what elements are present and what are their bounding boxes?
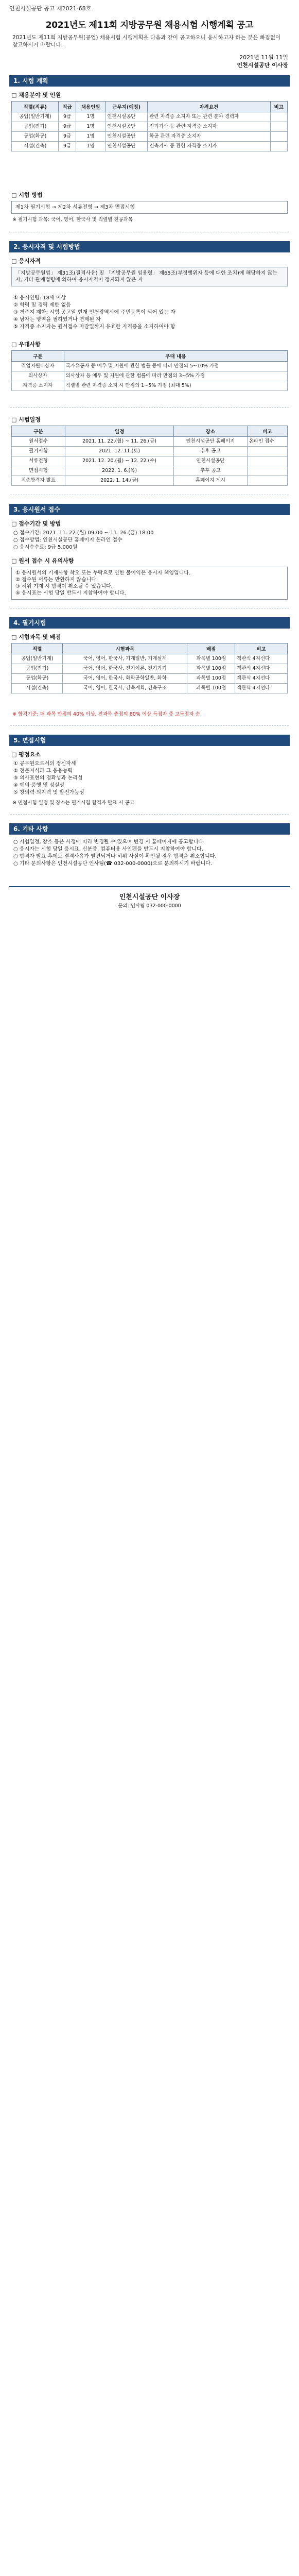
recruit-row [12, 132, 288, 142]
qualification-item: ② 학력 및 경력 제한 없음 [13, 302, 71, 308]
pass-criteria-note: ※ 합격기준: 매 과목 만점의 40% 이상, 전과목 총점의 60% 이상 득점자 중 고득점자 순 [12, 711, 200, 717]
section-3-sub1: □ 접수기간 및 방법 [11, 520, 61, 527]
page-title: 2021년도 제11회 지방공무원 채용시험 시행계획 공고 [45, 20, 254, 30]
recruit-cell: 1명 [76, 112, 105, 122]
apply-note-item: ④ 응시표는 시험 당일 반드시 지참하여야 합니다. [15, 590, 126, 596]
recruit-cell: 공업(일반기계) [12, 112, 59, 122]
recruit-cell: 인천시설공단 [105, 112, 148, 122]
preference-table [11, 350, 288, 391]
recruit-cell [270, 132, 287, 142]
recruit-cell: 1명 [76, 122, 105, 132]
interview-item: ③ 의사표현의 정확성과 논리성 [13, 775, 83, 781]
exam-cell: 과목별 100점 [187, 664, 235, 674]
apply-info [13, 530, 286, 551]
recruit-cell: 1명 [76, 142, 105, 151]
notice-org: 인천시설공단 이사장 [237, 62, 288, 69]
schedule-cell: 2022. 1. 6.(목) [65, 466, 173, 476]
exam-cell: 공업(전기) [12, 664, 63, 674]
preference-cell: 자격증 소지자 [12, 381, 64, 391]
schedule-cell [247, 476, 287, 486]
recruit-cell: 공업(전기) [12, 122, 59, 132]
preference-cell: 의사상자 등 예우 및 지원에 관한 법률에 따라 만점의 3~5% 가점 [64, 371, 287, 381]
preference-row [12, 371, 288, 381]
exam-row [12, 664, 288, 674]
schedule-cell: 인천시설공단 홈페이지 [174, 437, 248, 447]
schedule-header: 비고 [247, 426, 287, 437]
recruit-cell: 9급 [59, 122, 76, 132]
footer-contact: 문의: 인사팀 032-000-0000 [118, 903, 181, 909]
qualification-item: ③ 거주지 제한: 시험 공고일 현재 인천광역시에 주민등록이 되어 있는 자 [13, 310, 175, 315]
recruit-row [12, 122, 288, 132]
notice-number: 인천시설공단 공고 제2021-68호 [9, 5, 92, 12]
apply-notes [11, 567, 288, 600]
schedule-cell: 면접시험 [12, 466, 65, 476]
exam-cell: 객관식 4지선다 [235, 674, 288, 684]
exam-cell: 객관식 4지선다 [235, 654, 288, 664]
section-1-sub2: □ 시험 방법 [11, 192, 43, 198]
schedule-header: 일정 [65, 426, 173, 437]
recruit-cell: 인천시설공단 [105, 142, 148, 151]
section-2-title: 2. 응시자격 및 시험방법 [9, 241, 290, 252]
exam-cell: 국어, 영어, 한국사, 기계일반, 기계설계 [63, 654, 187, 664]
recruit-header: 비고 [270, 101, 287, 112]
qualification-box: 「지방공무원법」 제31조(결격사유) 및 「지방공무원 임용령」 제65조(부정행위자 등에 대한 조치)에 해당하지 않는 자, 기타 관계법령에 의하여 응시자격이 정지되지 않은 자 [11, 267, 288, 286]
recruit-cell [270, 112, 287, 122]
method-box: 제1차 필기시험 → 제2차 서류전형 → 제3차 면접시험 [11, 201, 288, 214]
intro-text: 2021년도 제11회 지방공무원(공업) 채용시험 시행계획을 다음과 같이 공고하오니 응시하고자 하는 분은 빠짐없이 참고하시기 바랍니다. [12, 35, 281, 48]
recruit-header: 직급 [59, 101, 76, 112]
section-1-note: ※ 필기시험 과목: 국어, 영어, 한국사 및 직렬별 전공과목 [12, 217, 133, 223]
recruit-table [11, 101, 288, 151]
qualification-item: ④ 남자는 병역을 필하였거나 면제된 자 [13, 317, 101, 323]
recruit-header: 근무지(예정) [105, 101, 148, 112]
schedule-cell: 추후 공고 [174, 447, 248, 456]
other-note-item: ○ 합격자 발표 후에도 결격사유가 발견되거나 허위 사실이 확인될 경우 합격을 취소합니다. [13, 854, 217, 859]
recruit-cell: 1명 [76, 132, 105, 142]
exam-cell: 과목별 100점 [187, 654, 235, 664]
notice-date: 2021년 11월 11일 [239, 54, 288, 61]
exam-row [12, 674, 288, 684]
schedule-cell: 원서접수 [12, 437, 65, 447]
schedule-cell [247, 456, 287, 466]
section-5-title: 5. 면접시험 [9, 735, 290, 746]
preference-cell: 취업지원대상자 [12, 362, 64, 371]
recruit-cell: 9급 [59, 112, 76, 122]
recruit-table-wrap [11, 101, 288, 151]
footer-org: 인천시설공단 이사장 [119, 893, 180, 901]
interview-note: ※ 면접시험 일정 및 장소는 필기시험 합격자 발표 시 공고 [12, 800, 135, 806]
section-3-sub2: □ 원서 접수 시 유의사항 [11, 557, 74, 564]
qualification-item: ⑤ 자격증 소지자는 원서접수 마감일까지 유효한 자격증을 소지하여야 함 [13, 324, 175, 330]
recruit-cell: 공업(화공) [12, 132, 59, 142]
section-4-title: 4. 필기시험 [9, 617, 290, 629]
interview-item: ④ 예의·품행 및 성실성 [13, 783, 64, 788]
schedule-cell: 최종합격자 발표 [12, 476, 65, 486]
apply-note-item: ③ 허위 기재 시 합격이 취소될 수 있습니다. [15, 584, 113, 589]
schedule-row [12, 466, 288, 476]
recruit-row [12, 142, 288, 151]
schedule-cell: 인천시설공단 [174, 456, 248, 466]
preference-cell: 국가유공자 등 예우 및 지원에 관한 법률 등에 따라 만점의 5~10% 가점 [64, 362, 287, 371]
recruit-cell [270, 142, 287, 151]
apply-period: ○ 접수기간: 2021. 11. 22.(월) 09:00 ~ 11. 26.(금) 18:00 [13, 530, 154, 536]
section-5-sub1: □ 평정요소 [11, 751, 41, 758]
exam-header: 비고 [235, 643, 288, 654]
preference-table-wrap [11, 350, 288, 391]
exam-cell: 공업(화공) [12, 674, 63, 684]
recruit-cell: 인천시설공단 [105, 132, 148, 142]
exam-cell: 객관식 4지선다 [235, 664, 288, 674]
apply-method: ○ 접수방법: 인천시설공단 홈페이지 온라인 접수 [13, 537, 122, 543]
schedule-cell: 추후 공고 [174, 466, 248, 476]
exam-row [12, 684, 288, 693]
exam-cell: 객관식 4지선다 [235, 684, 288, 693]
schedule-header: 장소 [174, 426, 248, 437]
recruit-cell: 9급 [59, 132, 76, 142]
schedule-cell: 필기시험 [12, 447, 65, 456]
exam-cell: 과목별 100점 [187, 684, 235, 693]
section-4-sub1: □ 시험과목 및 배점 [11, 634, 61, 640]
preference-row [12, 381, 288, 391]
exam-cell: 시설(건축) [12, 684, 63, 693]
recruit-cell: 관련 자격증 소지자 또는 관련 분야 경력자 [148, 112, 270, 122]
exam-cell: 국어, 영어, 한국사, 전기이론, 전기기기 [63, 664, 187, 674]
section-1-sub1: □ 채용분야 및 인원 [11, 92, 61, 98]
apply-note-item: ② 접수된 서류는 반환하지 않습니다. [15, 577, 98, 583]
schedule-cell: 2022. 1. 14.(금) [65, 476, 173, 486]
schedule-header: 구분 [12, 426, 65, 437]
schedule-cell [247, 466, 287, 476]
exam-header: 직렬 [12, 643, 63, 654]
recruit-cell: 화공 관련 자격증 소지자 [148, 132, 270, 142]
preference-cell: 의사상자 [12, 371, 64, 381]
schedule-cell: 온라인 접수 [247, 437, 287, 447]
recruit-cell: 시설(건축) [12, 142, 59, 151]
interview-item: ⑤ 창의력·의지력 및 발전가능성 [13, 790, 84, 795]
recruit-row [12, 112, 288, 122]
exam-cell: 국어, 영어, 한국사, 건축계획, 건축구조 [63, 684, 187, 693]
preference-header: 우대 내용 [64, 351, 287, 362]
date-block [170, 54, 288, 69]
schedule-row [12, 447, 288, 456]
exam-table-wrap [11, 643, 288, 693]
interview-item: ② 전문지식과 그 응용능력 [13, 768, 73, 774]
preference-row [12, 362, 288, 371]
section-2-sub2: □ 우대사항 [11, 341, 41, 348]
exam-table [11, 643, 288, 693]
other-notes [13, 839, 286, 868]
other-note-item: ○ 시험일정, 장소 등은 사정에 따라 변경될 수 있으며 변경 시 홈페이지에 공고합니다. [13, 839, 205, 845]
qualification-list [13, 295, 286, 331]
schedule-cell [247, 447, 287, 456]
recruit-cell: 9급 [59, 142, 76, 151]
schedule-cell: 2021. 12. 20.(월) ~ 12. 22.(수) [65, 456, 173, 466]
schedule-cell: 2021. 12. 11.(토) [65, 447, 173, 456]
schedule-table-wrap [11, 426, 288, 486]
recruit-header: 채용인원 [76, 101, 105, 112]
schedule-cell: 2021. 11. 22.(월) ~ 11. 26.(금) [65, 437, 173, 447]
section-6-title: 6. 기타 사항 [9, 823, 290, 835]
apply-note-item: ① 응시원서의 기재사항 착오 또는 누락으로 인한 불이익은 응시자 책임입니다. [15, 570, 191, 576]
footer-divider [9, 886, 290, 887]
exam-header: 시험과목 [63, 643, 187, 654]
schedule-row [12, 456, 288, 466]
recruit-cell: 인천시설공단 [105, 122, 148, 132]
exam-cell: 과목별 100점 [187, 674, 235, 684]
interview-item: ① 공무원으로서의 정신자세 [13, 761, 76, 767]
recruit-header: 직렬(직류) [12, 101, 59, 112]
section-1-title: 1. 시험 계획 [9, 75, 290, 87]
other-note-item: ○ 응시자는 시험 당일 응시표, 신분증, 컴퓨터용 사인펜을 반드시 지참하여야 합니다. [13, 846, 203, 852]
schedule-cell: 서류전형 [12, 456, 65, 466]
schedule-row [12, 476, 288, 486]
exam-cell: 국어, 영어, 한국사, 화학공학일반, 화학 [63, 674, 187, 684]
exam-cell: 공업(일반기계) [12, 654, 63, 664]
schedule-table [11, 426, 288, 486]
recruit-cell: 건축기사 등 관련 자격증 소지자 [148, 142, 270, 151]
exam-header: 배점 [187, 643, 235, 654]
apply-fee: ○ 응시수수료: 9급 5,000원 [13, 545, 78, 550]
interview-items [13, 760, 286, 796]
schedule-title: □ 시험일정 [11, 416, 41, 423]
other-note-item: ○ 기타 문의사항은 인천시설공단 인사팀(☎ 032-000-0000)으로 문의하시기 바랍니다. [13, 861, 213, 867]
exam-row [12, 654, 288, 664]
section-2-sub1: □ 응시자격 [11, 258, 41, 264]
schedule-cell: 홈페이지 게시 [174, 476, 248, 486]
preference-cell: 직렬별 관련 자격증 소지 시 만점의 1~5% 가점 (최대 5%) [64, 381, 287, 391]
section-3-title: 3. 응시원서 접수 [9, 504, 290, 515]
qualification-item: ① 응시연령: 18세 이상 [13, 295, 66, 301]
recruit-header: 자격요건 [148, 101, 270, 112]
schedule-row [12, 437, 288, 447]
preference-header: 구분 [12, 351, 64, 362]
recruit-cell [270, 122, 287, 132]
recruit-cell: 전기기사 등 관련 자격증 소지자 [148, 122, 270, 132]
